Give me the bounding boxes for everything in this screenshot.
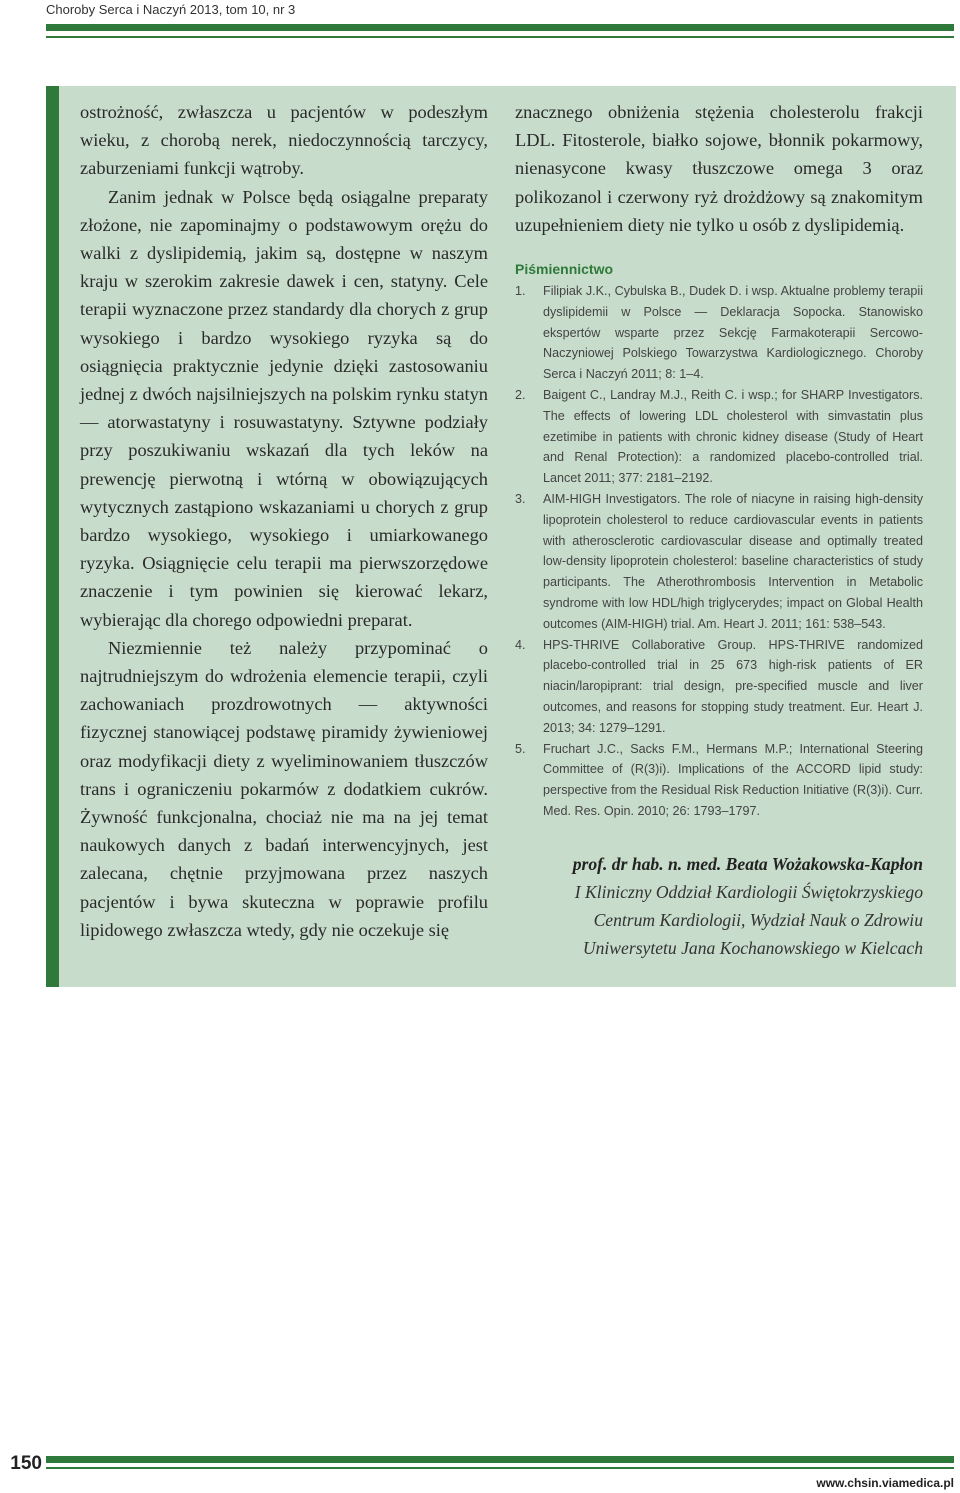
panel-edge-bar xyxy=(46,86,59,987)
left-column xyxy=(80,98,488,944)
author-affiliation-1: I Kliniczny Oddział Kardiologii Świętokrzyskiego xyxy=(574,881,923,902)
reference-item: 3. AIM-HIGH Investigators. The role of niacyne in raising high-density lipoprotein cholesterol to reduce cardiovascular events in patients with atherosclerotic cardiovascular disease and optimally treated low-density lipoprotein cholesterol: baseline characteristics of study participants. The Atherothrombosis Intervention in Metabolic syndrome with low HDL/high triglycerydes; impact on Global Health outcomes (AIM-HIGH) trial. Am. Heart J. 2011; 161: 538–543. xyxy=(515,491,923,631)
author-block xyxy=(515,850,923,962)
author-affiliation-2: Centrum Kardiologii, Wydział Nauk o Zdrowiu xyxy=(593,909,923,930)
footer-rule-thick xyxy=(46,1456,954,1463)
page-number: 150 xyxy=(10,1453,42,1474)
left-paragraph-2: Zanim jednak w Polsce będą osiągalne preparaty złożone, nie zapominajmy o podstawowym orężu do walki z dyslipidemią, jakim są, dostępne w naszym kraju w szerokim zakresie dawek i cen, statyny. Cele terapii wyznaczone przez standardy dla chorych z grup wysokiego i bardzo wysokiego ryzyka są do osiągnięcia praktycznie jedynie dzięki zastosowaniu jednej z dwóch najsilniejszych na polskim rynku statyn — atorwastatyny i rosuwastatyny. Sztywne podziały przy poszukiwaniu wskazań dla tych leków na prewencję pierwotną i wtórną w obowiązujących wytycznych zastąpiono wskazaniami u chorych z grup bardzo wysokiego, wysokiego i umiarkowanego ryzyka. Osiągnięcie celu terapii ma pierwszorzędowe znaczenie i tym powinien się kierować lekarz, wybierając dla chorego odpowiedni preparat. xyxy=(80,186,488,630)
reference-item: 1. Filipiak J.K., Cybulska B., Dudek D. i wsp. Aktualne problemy terapii dyslipidemii w Polsce — Deklaracja Sopocka. Stanowisko ekspertów wsparte przez Sekcję Farmakoterapii Sercowo-Naczyniowej Polskiego Towarzystwa Kardiologicznego. Choroby Serca i Naczyń 2011; 8: 1–4. xyxy=(515,284,923,382)
reference-item: 4. HPS-THRIVE Collaborative Group. HPS-THRIVE randomized placebo-controlled trial in 25 673 high-risk patients of ER niacin/laropiprant: trial design, pre-specified muscle and liver outcomes, and reasons for stopping study treatment. Eur. Heart J. 2013; 34: 1279–1291. xyxy=(515,637,923,735)
running-head: Choroby Serca i Naczyń 2013, tom 10, nr 3 xyxy=(46,2,296,17)
footer-rule-thin xyxy=(46,1467,954,1469)
right-paragraph: znacznego obniżenia stężenia cholesterolu frakcji LDL. Fitosterole, białko sojowe, błonnik pokarmowy, nienasycone kwasy tłuszczowe omega 3 oraz polikozanol i czerwony ryż drożdżowy są znakomitym uzupełnieniem diety nie tylko u osób z dyslipidemią. xyxy=(515,102,923,235)
header-rule-thick xyxy=(46,24,954,31)
author-affiliation-3: Uniwersytetu Jana Kochanowskiego w Kielcach xyxy=(582,937,923,958)
right-column xyxy=(515,98,923,962)
left-paragraph-1: ostrożność, zwłaszcza u pacjentów w podeszłym wieku, z chorobą nerek, niedoczynnością tarczycy, zaburzeniami funkcji wątroby. xyxy=(80,102,488,179)
reference-item: 5. Fruchart J.C., Sacks F.M., Hermans M.P.; International Steering Committee of (R(3)i). Implications of the ACCORD lipid study: perspective from the Residual Risk Reduction Initiative (R(3)i). Curr. Med. Res. Opin. 2010; 26: 1793–1797. xyxy=(515,741,923,818)
footer-url: www.chsin.viamedica.pl xyxy=(816,1476,954,1490)
reference-item: 2. Baigent C., Landray M.J., Reith C. i wsp.; for SHARP Investigators. The effects of lowering LDL cholesterol with simvastatin plus ezetimibe in patients with chronic kidney disease (Study of Heart and Renal Protection): a randomized placebo-controlled trial. Lancet 2011; 377: 2181–2192. xyxy=(515,388,923,486)
references-list xyxy=(515,281,923,822)
header-rule-thin xyxy=(46,36,954,38)
author-name: prof. dr hab. n. med. Beata Wożakowska-Kapłon xyxy=(572,853,923,874)
references-heading: Piśmiennictwo xyxy=(515,261,614,278)
left-paragraph-3: Niezmiennie też należy przypominać o najtrudniejszym do wdrożenia elemencie terapii, czyli zachowaniach prozdrowotnych — aktywności fizycznej stanowiącej podstawę piramidy żywieniowej oraz modyfikacji diety z wyeliminowaniem tłuszczów trans i ograniczeniu pokarmów z dodatkiem cukrów. Żywność funkcjonalna, chociaż nie ma na jej temat naukowych danych z badań interwencyjnych, jest zalecana, chętnie przyjmowana przez naszych pacjentów i bywa skuteczna w poprawie profilu lipidowego zwłaszcza wtedy, gdy nie oczekuje się xyxy=(80,637,488,940)
